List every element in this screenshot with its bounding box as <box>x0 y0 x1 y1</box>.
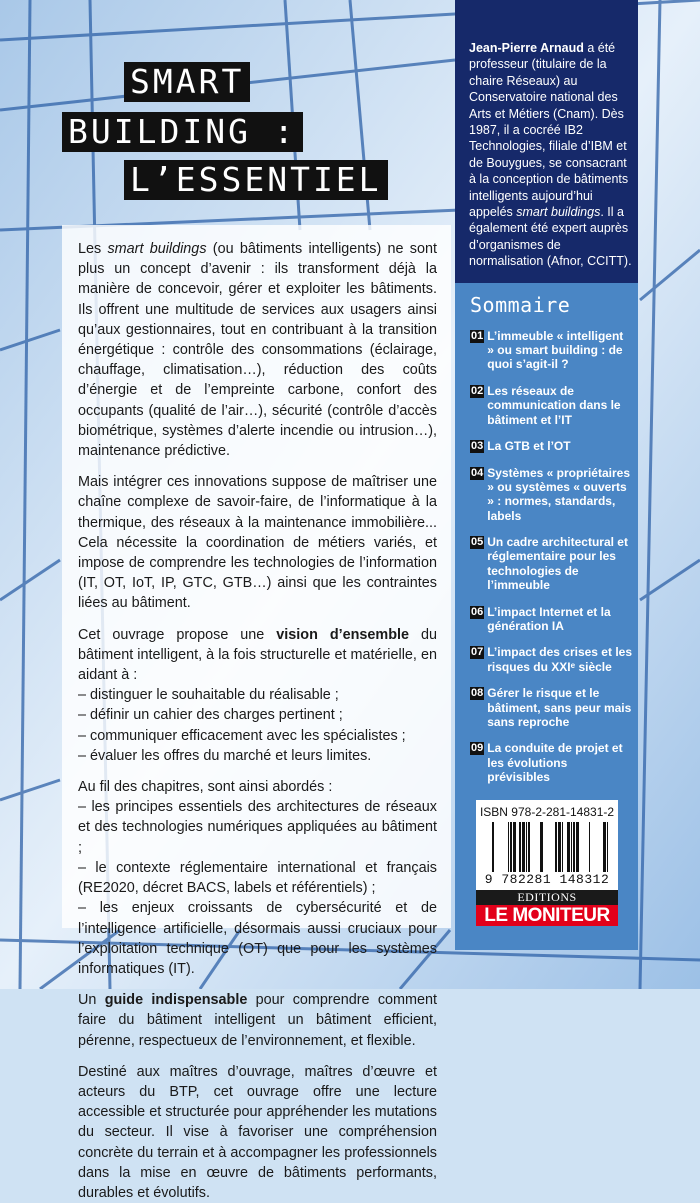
publisher-editions: EDITIONS <box>476 890 618 905</box>
barcode-box <box>476 800 618 926</box>
paragraph-aims: Cet ouvrage propose une vision d’ensemble du bâtiment intelligent, à la fois structurelle et matérielle, en aidant à : – distinguer le souhaitable du réalisable ; – définir un cahier des charges pertinent ; – communiquer efficacement avec les spécialistes ; – évaluer les offres du marché et leurs limites. <box>78 625 437 766</box>
toc-item: 02 Les réseaux de communication dans le bâtiment et l’IT <box>471 384 621 427</box>
barcode-bar <box>589 822 590 872</box>
list-item: – les principes essentiels des architectures de réseaux et des technologies numériques appliquées au bâtiment ; <box>78 799 437 856</box>
barcode-bar <box>540 822 543 872</box>
title-line-2: BUILDING : <box>62 112 303 152</box>
barcode-bar <box>526 822 527 872</box>
barcode-bar <box>562 822 563 872</box>
barcode-bar <box>508 822 509 872</box>
toc-item: 08 Gérer le risque et le bâtiment, sans peur mais sans reproche <box>471 686 632 729</box>
barcode-icon <box>484 822 610 872</box>
toc-item: 04 Systèmes « propriétaires » ou systèmes « ouverts » : normes, standards, labels <box>471 465 630 523</box>
toc-item: 03 La GTB et l’OT <box>471 439 571 454</box>
author-bio: Jean-Pierre Arnaud a été professeur (titulaire de la chaire Réseaux) au Conservatoire national des Arts et Métiers (Cnam). Dès 1987, il a cocréé IB2 Technologies, filiale d’IBM et de Bouygues, se consacrant à la conception de bâtiments intelligents aujourd’hui appelés smart buildings. Il a également été expert auprès d’organismes de normalisation (Afnor, CCITT). <box>455 0 638 283</box>
barcode-digits: 9 782281 148312 <box>484 872 610 887</box>
publisher-logo: LE MONITEUR <box>476 905 618 926</box>
title-line-1: SMART <box>124 62 250 102</box>
list-item: – évaluer les offres du marché et leurs limites. <box>78 747 372 764</box>
paragraph-challenges: Mais intégrer ces innovations suppose de maîtriser une chaîne complexe de savoir-faire, de l’informatique à la thermique, des réseaux à la maintenance immobilière... Cela nécessite la coordination de métiers variés, et impose de comprendre les technologies de l’information (IT, OT, IoT, IP, GTC, GTB…) ainsi que les contraintes liées au bâtiment. <box>78 474 437 612</box>
barcode-bar <box>510 822 512 872</box>
toc-item: 07 L’impact des crises et les risques du XXIᵉ siècle <box>471 645 632 674</box>
isbn-label: ISBN 978-2-281-14831-2 <box>479 805 615 819</box>
right-column <box>455 0 638 950</box>
list-item: – les enjeux croissants de cybersécurité et de l’intelligence artificielle, désormais aussi cruciaux pour l’exploitation technique (OT) que pour les systèmes informatiques (IT). <box>78 900 437 977</box>
blurb-panel <box>62 225 451 1201</box>
paragraph-intro: Les smart buildings (ou bâtiments intelligents) ne sont plus un concept d’avenir : ils transforment déjà la manière de concevoir, gérer et exploiter les bâtiments. Ils offrent une multitude de services aux usagers ainsi qu’aux gestionnaires, tout en contribuant à la transition énergétique : contrôle des consommations (éclairage, chauffage, climatisation…), réduction des coûts d’énergie et de l’empreinte carbone, confort des occupants (qualité de l’air…), sécurité (contrôle d’accès biométrique, systèmes d’alerte incendie ou intrusion…), maintenance prédictive. <box>78 241 437 460</box>
paragraph-topics: Au fil des chapitres, sont ainsi abordés : – les principes essentiels des architectures de réseaux et des technologies numériques appliquées au bâtiment ; – le contexte réglementaire international et français (RE2020, décret BACS, labels et référentiels) ; – les enjeux croissants de cybersécurité et de l’intelligence artificielle, désormais aussi cruciaux pour l’exploitation technique (OT) que pour les systèmes informatiques (IT). <box>78 777 437 979</box>
barcode-bar <box>522 822 525 872</box>
toc-item: 06 L’impact Internet et la génération IA <box>471 604 611 633</box>
list-item: – communiquer efficacement avec les spécialistes ; <box>78 727 406 744</box>
toc-item: 05 Un cadre architectural et réglementaire pour les technologies de l’immeuble <box>471 535 628 592</box>
barcode-bar <box>555 822 557 872</box>
barcode-bar <box>573 822 575 872</box>
barcode-bar <box>571 822 572 872</box>
barcode-bar <box>492 822 494 872</box>
table-of-contents <box>455 283 638 950</box>
toc-item: 09 La conduite de projet et les évolutions prévisibles <box>471 741 623 784</box>
list-item: – définir un cahier des charges pertinent ; <box>78 707 343 724</box>
barcode-bar <box>567 822 570 872</box>
barcode-bar <box>519 822 521 872</box>
toc-item: 01 L’immeuble « intelligent » ou smart building : de quoi s’agit-il ? <box>471 329 624 372</box>
barcode-bar <box>513 822 516 872</box>
toc-heading: Sommaire <box>470 293 571 317</box>
paragraph-audience: Destiné aux maîtres d’ouvrage, maîtres d’œuvre et acteurs du BTP, cet ouvrage offre une lecture accessible et structurée pour appréhender les mutations du secteur. Il vise à favoriser une compréhension concrète du terrain et à accompagner les professionnels dans la mise en œuvre de bâtiments performants, durables et évolutifs. <box>78 1063 437 1201</box>
barcode-bar <box>576 822 579 872</box>
barcode-bar <box>528 822 530 872</box>
barcode-bar <box>607 822 608 872</box>
barcode-bar <box>558 822 561 872</box>
list-item: – le contexte réglementaire international et français (RE2020, décret BACS, labels et référentiels) ; <box>78 859 437 897</box>
paragraph-guide: Un guide indispensable pour comprendre comment faire du bâtiment intelligent un bâtiment efficient, pérenne, respectueux de l’environnement, et flexible. <box>78 992 437 1049</box>
barcode-bar <box>603 822 606 872</box>
title-line-3: L’ESSENTIEL <box>124 160 388 200</box>
list-item: – distinguer le souhaitable du réalisable ; <box>78 687 339 704</box>
